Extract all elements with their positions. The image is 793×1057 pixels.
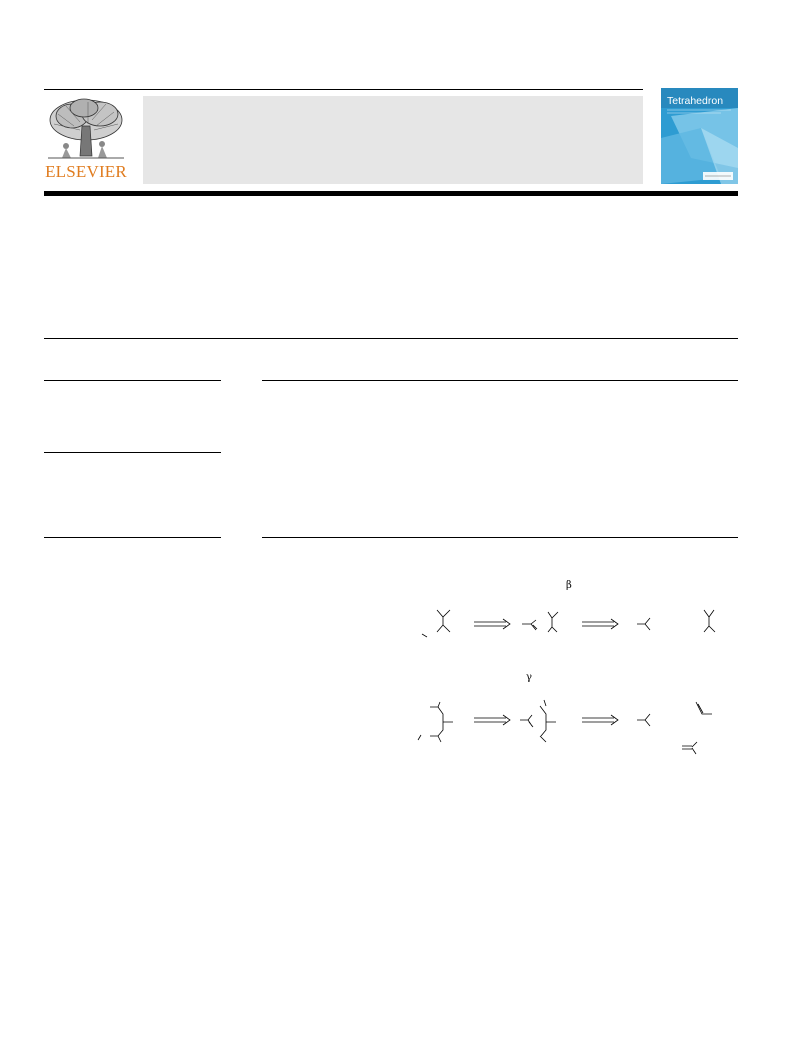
article-title-rule — [44, 338, 738, 339]
journal-banner — [143, 96, 643, 184]
header-top-rule — [44, 89, 643, 90]
journal-cover-title: Tetrahedron — [667, 95, 724, 107]
journal-cover — [661, 88, 738, 184]
scheme-label-gamma: γ — [526, 672, 532, 683]
scheme-drawing — [400, 570, 740, 760]
article-info-rule-bottom — [44, 537, 221, 538]
scheme-label-beta: β — [566, 580, 572, 591]
retrosynthesis-scheme — [400, 570, 740, 760]
article-info-rule — [44, 380, 221, 381]
elsevier-tree-icon — [44, 96, 128, 162]
keywords-rule — [44, 452, 221, 453]
elsevier-logo — [44, 96, 128, 186]
publisher-name: ELSEVIER — [45, 162, 127, 181]
abstract-rule-bottom — [262, 537, 738, 538]
header-thick-rule — [44, 191, 738, 196]
abstract-rule-top — [262, 380, 738, 381]
